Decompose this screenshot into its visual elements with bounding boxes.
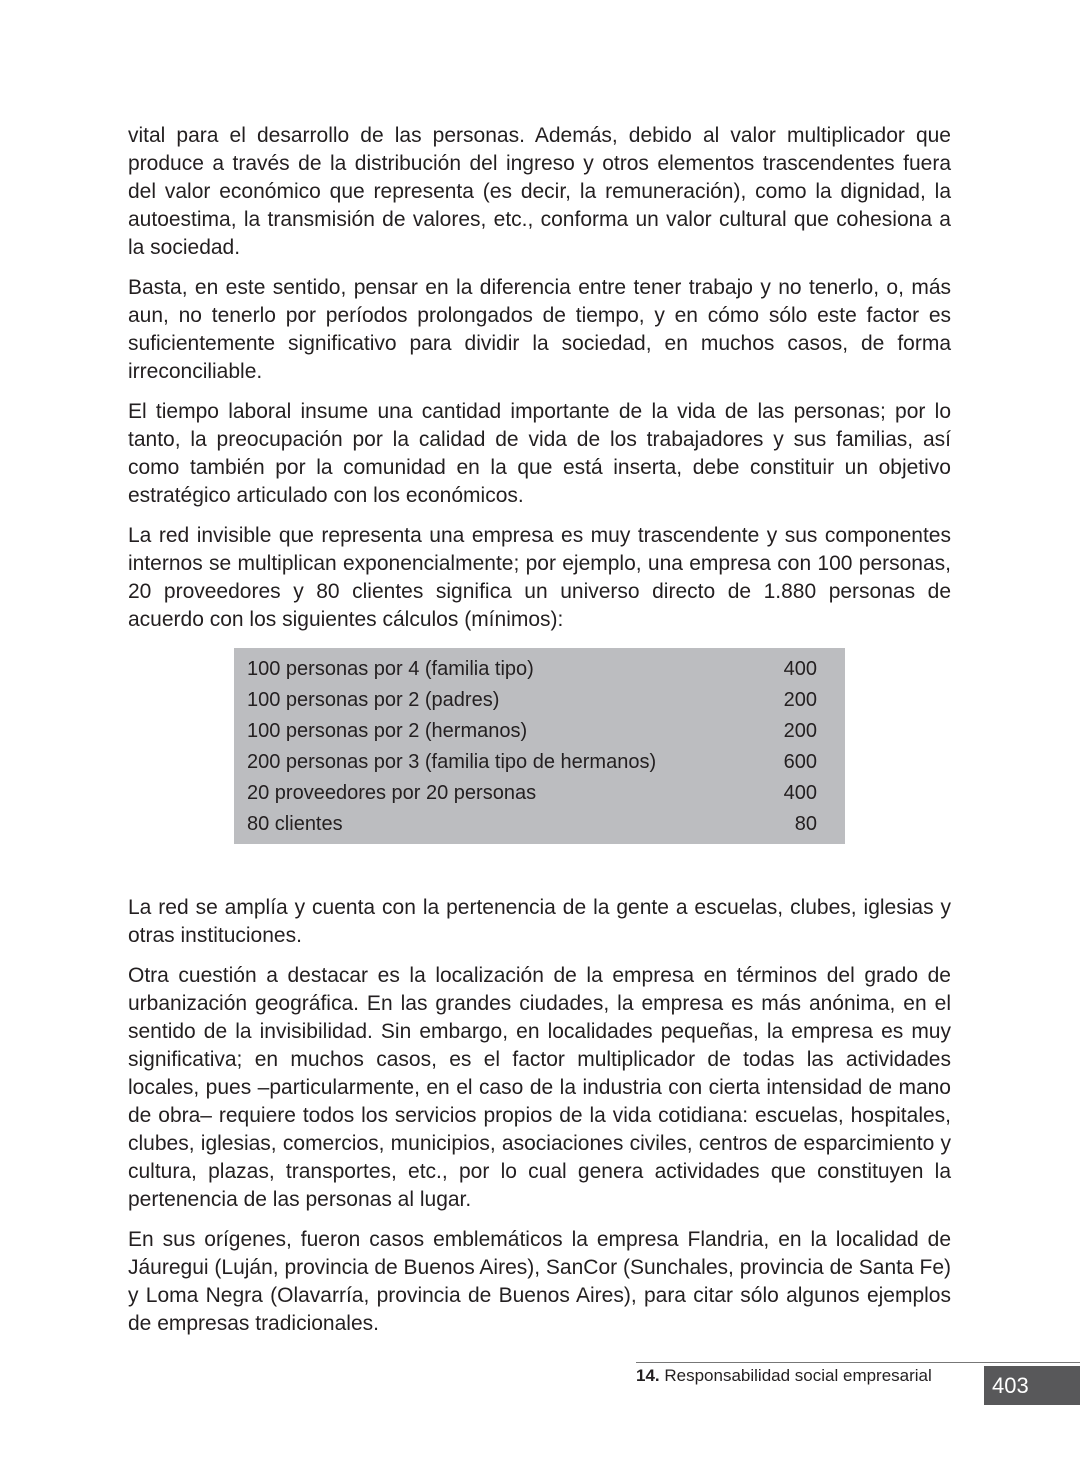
chapter-title: Responsabilidad social empresarial — [664, 1366, 932, 1385]
table-row — [234, 778, 845, 809]
paragraph: La red se amplía y cuenta con la pertenencia de la gente a escuelas, clubes, iglesias y otras instituciones. — [128, 896, 951, 947]
table-row — [234, 747, 845, 778]
row-value: 200 — [783, 720, 817, 742]
row-value: 600 — [783, 751, 817, 773]
chapter-number: 14. — [636, 1366, 660, 1385]
paragraph: El tiempo laboral insume una cantidad importante de la vida de las personas; por lo tanto, la preocupación por la calidad de vida de los trabajadores y sus familias, así como también por la comunidad en la que está inserta, debe constituir un objetivo estratégico articulado con los económicos. — [128, 400, 951, 507]
row-label: 100 personas por 2 (padres) — [247, 689, 500, 711]
row-value: 400 — [783, 658, 817, 680]
table-row — [234, 716, 845, 747]
row-value: 80 — [794, 813, 817, 835]
row-value: 200 — [783, 689, 817, 711]
paragraph: Basta, en este sentido, pensar en la diferencia entre tener trabajo y no tenerlo, o, más aun, no tenerlo por períodos prolongados de tiempo, y en cómo sólo este factor es suficientemente significativo para dividir la sociedad, en muchos casos, de forma irreconciliable. — [128, 276, 951, 383]
row-label: 20 proveedores por 20 personas — [247, 782, 537, 804]
table-row — [234, 809, 845, 840]
table-row — [234, 685, 845, 716]
paragraph: La red invisible que representa una empresa es muy trascendente y sus componentes internos se multiplican exponencialmente; por ejemplo, una empresa con 100 personas, 20 proveedores y 80 clientes significa un universo directo de 1.880 personas de acuerdo con los siguientes cálculos (mínimos): — [128, 524, 951, 631]
row-label: 80 clientes — [247, 813, 343, 835]
paragraph: Otra cuestión a destacar es la localización de la empresa en términos del grado de urbanización geográfica. En las grandes ciudades, la empresa es más anónima, en el sentido de la invisibilidad. Sin embargo, en localidades pequeñas, la empresa es muy significativa; en muchos casos, es el factor multiplicador de todas las actividades locales, pues –particularmente, en el caso de la industria con cierta intensidad de mano de obra– requiere todos los servicios propios de la vida cotidiana: escuelas, hospitales, clubes, iglesias, comercios, municipios, asociaciones civiles, centros de esparcimiento y cultura, plazas, transportes, etc., por lo cual genera actividades que constituyen la pertenencia de las personas al lugar. — [128, 964, 951, 1211]
calculation-table — [234, 648, 845, 844]
page-number: 403 — [984, 1366, 1080, 1405]
row-label: 200 personas por 3 (familia tipo de hermanos) — [247, 751, 657, 773]
footer-divider — [636, 1362, 1080, 1363]
table-row — [234, 654, 845, 685]
row-label: 100 personas por 2 (hermanos) — [247, 720, 528, 742]
running-footer — [636, 1366, 932, 1386]
row-value: 400 — [783, 782, 817, 804]
paragraph: En sus orígenes, fueron casos emblemáticos la empresa Flandria, en la localidad de Jáuregui (Luján, provincia de Buenos Aires), SanCor (Sunchales, provincia de Santa Fe) y Loma Negra (Olavarría, provincia de Buenos Aires), para citar sólo algunos ejemplos de empresas tradicionales. — [128, 1228, 951, 1335]
body-text — [128, 122, 951, 1350]
row-label: 100 personas por 4 (familia tipo) — [247, 658, 534, 680]
paragraph: vital para el desarrollo de las personas. Además, debido al valor multiplicador que produce a través de la distribución del ingreso y otros elementos trascendentes fuera del valor económico que representa (es decir, la remuneración), como la dignidad, la autoestima, la transmisión de valores, etc., conforma un valor cultural que cohesiona a la sociedad. — [128, 124, 951, 259]
